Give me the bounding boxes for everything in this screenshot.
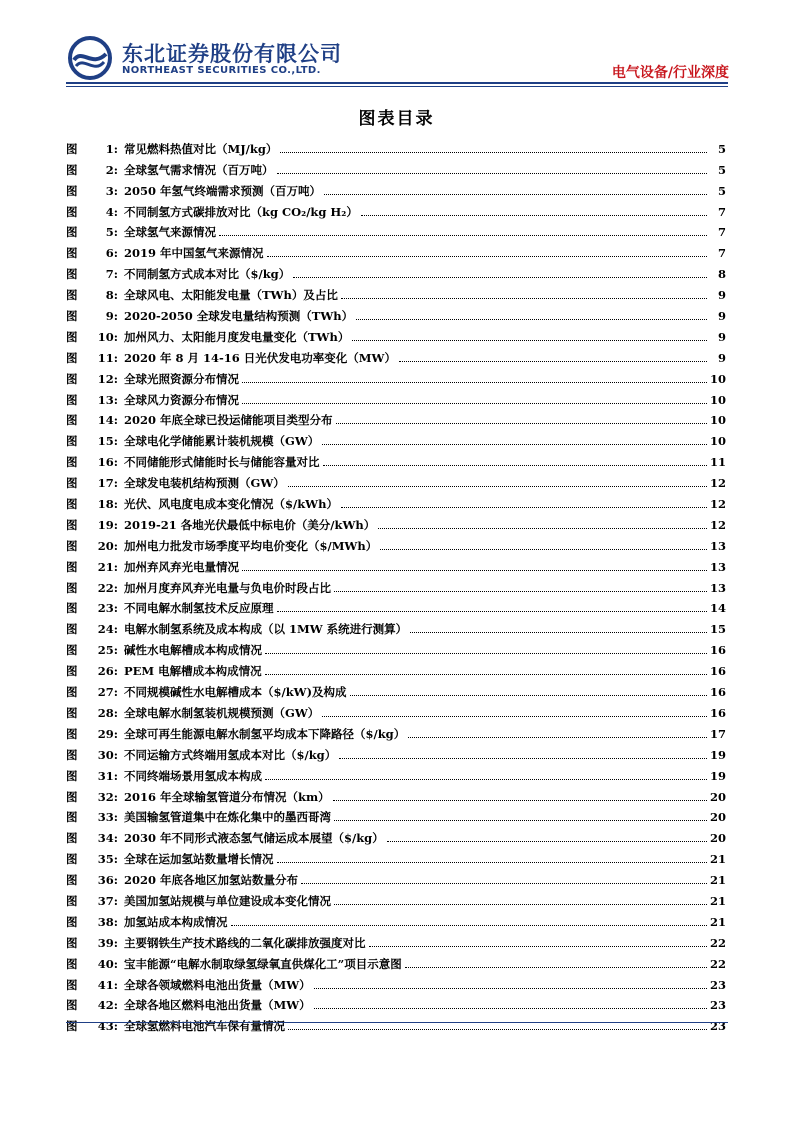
figure-number: 34: bbox=[97, 831, 118, 846]
figure-title: 电解水制氢系统及成本构成（以 1MW 系统进行测算） bbox=[124, 622, 408, 637]
figure-number: 10: bbox=[97, 329, 118, 344]
page-number: 21 bbox=[710, 914, 727, 929]
figure-title: 2016 年全球输氢管道分布情况（km） bbox=[124, 789, 330, 804]
page-number: 13 bbox=[710, 559, 727, 574]
toc-entry[interactable] bbox=[66, 887, 726, 908]
page-number: 9 bbox=[717, 309, 726, 324]
dot-leader bbox=[293, 277, 707, 278]
figure-label: 图 bbox=[66, 162, 78, 177]
dot-leader bbox=[322, 444, 707, 445]
figure-title: 不同终端场景用氢成本构成 bbox=[124, 768, 262, 783]
dot-leader bbox=[387, 841, 707, 842]
company-name-en: NORTHEAST SECURITIES CO.,LTD. bbox=[122, 65, 321, 76]
dot-leader bbox=[380, 549, 707, 550]
page-number: 16 bbox=[710, 685, 727, 700]
page-number: 19 bbox=[710, 768, 727, 783]
figure-label: 图 bbox=[66, 935, 78, 950]
page-number: 9 bbox=[717, 288, 726, 303]
figure-title: 不同电解水制氢技术反应原理 bbox=[124, 601, 274, 616]
figure-number: 24: bbox=[97, 622, 118, 637]
figure-label: 图 bbox=[66, 559, 78, 574]
dot-leader bbox=[356, 319, 707, 320]
figure-label: 图 bbox=[66, 998, 78, 1013]
page-header bbox=[0, 0, 793, 90]
figure-number: 36: bbox=[97, 873, 118, 888]
figure-title: 2020-2050 全球发电量结构预测（TWh） bbox=[124, 309, 354, 324]
toc-entry[interactable] bbox=[66, 386, 726, 407]
figure-number: 25: bbox=[97, 643, 118, 658]
dot-leader bbox=[265, 779, 707, 780]
figure-title: 全球氢气需求情况（百万吨） bbox=[124, 162, 274, 177]
dot-leader bbox=[314, 1008, 707, 1009]
page-number: 7 bbox=[717, 225, 726, 240]
toc-entry[interactable] bbox=[66, 365, 726, 386]
figure-label: 图 bbox=[66, 517, 78, 532]
toc-entry[interactable] bbox=[66, 198, 726, 219]
toc-entry[interactable] bbox=[66, 156, 726, 177]
figure-number: 41: bbox=[97, 977, 118, 992]
figure-label: 图 bbox=[66, 141, 78, 156]
figure-number: 8: bbox=[105, 288, 118, 303]
toc-entry[interactable] bbox=[66, 177, 726, 198]
toc-entry[interactable] bbox=[66, 720, 726, 741]
figure-label: 图 bbox=[66, 977, 78, 992]
figure-number: 18: bbox=[97, 497, 118, 512]
toc-entry[interactable] bbox=[66, 762, 726, 783]
toc-entry[interactable] bbox=[66, 971, 726, 992]
figure-label: 图 bbox=[66, 726, 78, 741]
page-number: 5 bbox=[717, 183, 726, 198]
figure-label: 图 bbox=[66, 538, 78, 553]
figure-label: 图 bbox=[66, 831, 78, 846]
figure-label: 图 bbox=[66, 413, 78, 428]
toc-entry[interactable] bbox=[66, 302, 726, 323]
page-number: 16 bbox=[710, 705, 727, 720]
dot-leader bbox=[341, 298, 707, 299]
figure-number: 1: bbox=[105, 141, 118, 156]
toc-entry[interactable] bbox=[66, 699, 726, 720]
toc-entry[interactable] bbox=[66, 804, 726, 825]
figure-title: 加州月度弃风弃光电量与负电价时段占比 bbox=[124, 580, 331, 595]
page-number: 19 bbox=[710, 747, 727, 762]
figure-label: 图 bbox=[66, 685, 78, 700]
figure-label: 图 bbox=[66, 643, 78, 658]
dot-leader bbox=[265, 674, 707, 675]
page-number: 10 bbox=[710, 434, 727, 449]
figure-title: 2020 年 8 月 14-16 日光伏发电功率变化（MW） bbox=[124, 350, 396, 365]
figure-title: 2019-21 各地光伏最低中标电价（美分/kWh） bbox=[124, 517, 376, 532]
toc-entry[interactable] bbox=[66, 574, 726, 595]
toc-entry[interactable] bbox=[66, 824, 726, 845]
figure-title: 2019 年中国氢气来源情况 bbox=[124, 246, 264, 261]
footer-rule bbox=[66, 1022, 728, 1023]
dot-leader bbox=[277, 173, 708, 174]
dot-leader bbox=[219, 235, 707, 236]
figure-title: 全球光照资源分布情况 bbox=[124, 371, 239, 386]
figure-number: 32: bbox=[97, 789, 118, 804]
figure-number: 35: bbox=[97, 852, 118, 867]
dot-leader bbox=[242, 570, 707, 571]
figure-title: 不同运输方式终端用氢成本对比（$/kg） bbox=[124, 747, 337, 762]
dot-leader bbox=[323, 465, 708, 466]
toc-list bbox=[66, 135, 726, 1033]
figure-number: 4: bbox=[105, 204, 118, 219]
page-number: 20 bbox=[710, 789, 727, 804]
toc-entry[interactable] bbox=[66, 344, 726, 365]
figure-title: 全球各地区燃料电池出货量（MW） bbox=[124, 998, 311, 1013]
figure-label: 图 bbox=[66, 789, 78, 804]
dot-leader bbox=[369, 946, 708, 947]
dot-leader bbox=[361, 215, 707, 216]
toc-entry[interactable] bbox=[66, 553, 726, 574]
toc-entry[interactable] bbox=[66, 135, 726, 156]
figure-label: 图 bbox=[66, 810, 78, 825]
toc-entry[interactable] bbox=[66, 239, 726, 260]
figure-title: 常见燃料热值对比（MJ/kg） bbox=[124, 141, 278, 156]
page-number: 16 bbox=[710, 643, 727, 658]
report-type: 电气设备/行业深度 bbox=[611, 65, 729, 81]
figure-number: 30: bbox=[97, 747, 118, 762]
dot-leader bbox=[352, 340, 707, 341]
toc-entry[interactable] bbox=[66, 511, 726, 532]
figure-title: 全球电化学储能累计装机规模（GW） bbox=[124, 434, 320, 449]
figure-label: 图 bbox=[66, 309, 78, 324]
page-number: 10 bbox=[710, 413, 727, 428]
dot-leader bbox=[334, 904, 707, 905]
page-number: 23 bbox=[710, 1019, 727, 1034]
dot-leader bbox=[301, 883, 707, 884]
figure-number: 43: bbox=[97, 1019, 118, 1034]
dot-leader bbox=[408, 737, 707, 738]
figure-title: 全球风力资源分布情况 bbox=[124, 392, 239, 407]
dot-leader bbox=[277, 862, 708, 863]
figure-title: 2050 年氢气终端需求预测（百万吨） bbox=[124, 183, 322, 198]
figure-title: 宝丰能源“电解水制取绿氢绿氧直供煤化工”项目示意图 bbox=[124, 956, 402, 971]
figure-title: PEM 电解槽成本构成情况 bbox=[124, 664, 262, 679]
dot-leader bbox=[336, 423, 707, 424]
toc-entry[interactable] bbox=[66, 950, 726, 971]
figure-number: 16: bbox=[97, 455, 118, 470]
page-number: 20 bbox=[710, 810, 727, 825]
toc-entry[interactable] bbox=[66, 783, 726, 804]
dot-leader bbox=[288, 486, 707, 487]
toc-entry[interactable] bbox=[66, 929, 726, 950]
figure-number: 23: bbox=[97, 601, 118, 616]
figure-number: 26: bbox=[97, 664, 118, 679]
figure-label: 图 bbox=[66, 267, 78, 282]
figure-number: 17: bbox=[97, 476, 118, 491]
page-number: 21 bbox=[710, 852, 727, 867]
figure-label: 图 bbox=[66, 852, 78, 867]
page-number: 5 bbox=[717, 141, 726, 156]
toc-entry[interactable] bbox=[66, 427, 726, 448]
figure-number: 5: bbox=[105, 225, 118, 240]
figure-label: 图 bbox=[66, 392, 78, 407]
figure-label: 图 bbox=[66, 204, 78, 219]
dot-leader bbox=[267, 256, 707, 257]
dot-leader bbox=[242, 382, 707, 383]
figure-title: 全球可再生能源电解水制氢平均成本下降路径（$/kg） bbox=[124, 726, 406, 741]
dot-leader bbox=[378, 528, 707, 529]
figure-label: 图 bbox=[66, 705, 78, 720]
figure-title: 美国输氢管道集中在炼化集中的墨西哥湾 bbox=[124, 810, 331, 825]
dot-leader bbox=[277, 611, 708, 612]
figure-number: 22: bbox=[97, 580, 118, 595]
figure-label: 图 bbox=[66, 329, 78, 344]
toc-entry[interactable] bbox=[66, 532, 726, 553]
dot-leader bbox=[334, 820, 707, 821]
toc-entry[interactable] bbox=[66, 260, 726, 281]
figure-title: 2020 年底全球已投运储能项目类型分布 bbox=[124, 413, 333, 428]
figure-label: 图 bbox=[66, 455, 78, 470]
figure-number: 14: bbox=[97, 413, 118, 428]
figure-label: 图 bbox=[66, 246, 78, 261]
figure-title: 全球电解水制氢装机规模预测（GW） bbox=[124, 705, 320, 720]
dot-leader bbox=[339, 758, 707, 759]
page-number: 7 bbox=[717, 246, 726, 261]
toc-entry[interactable] bbox=[66, 323, 726, 344]
toc-entry[interactable] bbox=[66, 219, 726, 240]
company-logo-icon bbox=[68, 36, 112, 80]
figure-number: 11: bbox=[97, 350, 118, 365]
dot-leader bbox=[314, 988, 707, 989]
page-number: 7 bbox=[717, 204, 726, 219]
figure-number: 19: bbox=[97, 517, 118, 532]
page-number: 10 bbox=[710, 392, 727, 407]
page-number: 5 bbox=[717, 162, 726, 177]
dot-leader bbox=[231, 925, 708, 926]
figure-label: 图 bbox=[66, 956, 78, 971]
toc-entry[interactable] bbox=[66, 595, 726, 616]
figure-number: 12: bbox=[97, 371, 118, 386]
figure-number: 2: bbox=[105, 162, 118, 177]
figure-number: 38: bbox=[97, 914, 118, 929]
figure-number: 31: bbox=[97, 768, 118, 783]
toc-entry[interactable] bbox=[66, 615, 726, 636]
dot-leader bbox=[341, 507, 707, 508]
figure-number: 13: bbox=[97, 392, 118, 407]
figure-title: 不同制氢方式成本对比（$/kg） bbox=[124, 267, 291, 282]
toc-entry[interactable] bbox=[66, 281, 726, 302]
figure-title: 不同制氢方式碳排放对比（kg CO₂/kg H₂） bbox=[124, 204, 358, 219]
figure-number: 27: bbox=[97, 685, 118, 700]
page-number: 11 bbox=[710, 455, 727, 470]
figure-label: 图 bbox=[66, 371, 78, 386]
figure-number: 9: bbox=[105, 309, 118, 324]
page-number: 8 bbox=[717, 267, 726, 282]
dot-leader bbox=[350, 695, 707, 696]
page-number: 10 bbox=[710, 371, 727, 386]
figure-number: 42: bbox=[97, 998, 118, 1013]
dot-leader bbox=[265, 653, 707, 654]
toc-entry[interactable] bbox=[66, 407, 726, 428]
figure-title: 不同规模碱性水电解槽成本（$/kW)及构成 bbox=[124, 685, 347, 700]
figure-number: 20: bbox=[97, 538, 118, 553]
dot-leader bbox=[280, 152, 707, 153]
figure-label: 图 bbox=[66, 1019, 78, 1034]
figure-title: 主要钢铁生产技术路线的二氧化碳排放强度对比 bbox=[124, 935, 366, 950]
figure-label: 图 bbox=[66, 225, 78, 240]
figure-number: 21: bbox=[97, 559, 118, 574]
figure-number: 40: bbox=[97, 956, 118, 971]
page-number: 15 bbox=[710, 622, 727, 637]
figure-number: 29: bbox=[97, 726, 118, 741]
toc-entry[interactable] bbox=[66, 908, 726, 929]
figure-number: 37: bbox=[97, 893, 118, 908]
header-rule bbox=[66, 82, 728, 84]
page-number: 17 bbox=[710, 726, 727, 741]
figure-title: 光伏、风电度电成本变化情况（$/kWh） bbox=[124, 497, 338, 512]
figure-label: 图 bbox=[66, 183, 78, 198]
header-rule-thin bbox=[66, 86, 728, 87]
figure-label: 图 bbox=[66, 434, 78, 449]
figure-label: 图 bbox=[66, 350, 78, 365]
dot-leader bbox=[324, 194, 707, 195]
company-name-cn: 东北证券股份有限公司 bbox=[122, 42, 342, 66]
page-number: 23 bbox=[710, 998, 727, 1013]
figure-title: 全球氢燃料电池汽车保有量情况 bbox=[124, 1019, 285, 1034]
figure-title: 全球在运加氢站数量增长情况 bbox=[124, 852, 274, 867]
toc-entry[interactable] bbox=[66, 992, 726, 1013]
toc-title: 图表目录 bbox=[358, 109, 435, 129]
figure-title: 全球氢气来源情况 bbox=[124, 225, 216, 240]
page-number: 22 bbox=[710, 956, 727, 971]
page-number: 13 bbox=[710, 580, 727, 595]
page-number: 22 bbox=[710, 935, 727, 950]
figure-label: 图 bbox=[66, 288, 78, 303]
figure-title: 加氢站成本构成情况 bbox=[124, 914, 228, 929]
toc-entry[interactable] bbox=[66, 636, 726, 657]
figure-number: 28: bbox=[97, 705, 118, 720]
figure-label: 图 bbox=[66, 476, 78, 491]
figure-label: 图 bbox=[66, 893, 78, 908]
figure-title: 不同储能形式储能时长与储能容量对比 bbox=[124, 455, 320, 470]
figure-label: 图 bbox=[66, 664, 78, 679]
figure-number: 15: bbox=[97, 434, 118, 449]
page-number: 13 bbox=[710, 538, 727, 553]
toc-entry[interactable] bbox=[66, 845, 726, 866]
figure-label: 图 bbox=[66, 601, 78, 616]
toc-entry[interactable] bbox=[66, 490, 726, 511]
figure-title: 碱性水电解槽成本构成情况 bbox=[124, 643, 262, 658]
figure-number: 3: bbox=[105, 183, 118, 198]
figure-title: 全球各领域燃料电池出货量（MW） bbox=[124, 977, 311, 992]
figure-title: 加州弃风弃光电量情况 bbox=[124, 559, 239, 574]
figure-label: 图 bbox=[66, 747, 78, 762]
page-number: 21 bbox=[710, 893, 727, 908]
toc-entry[interactable] bbox=[66, 657, 726, 678]
page-number: 21 bbox=[710, 873, 727, 888]
figure-number: 33: bbox=[97, 810, 118, 825]
dot-leader bbox=[288, 1029, 707, 1030]
figure-label: 图 bbox=[66, 768, 78, 783]
dot-leader bbox=[242, 403, 707, 404]
toc-entry[interactable] bbox=[66, 448, 726, 469]
toc-entry[interactable] bbox=[66, 866, 726, 887]
figure-title: 加州电力批发市场季度平均电价变化（$/MWh） bbox=[124, 538, 378, 553]
toc-entry[interactable] bbox=[66, 741, 726, 762]
dot-leader bbox=[405, 967, 707, 968]
page-number: 9 bbox=[717, 329, 726, 344]
figure-label: 图 bbox=[66, 873, 78, 888]
figure-number: 6: bbox=[105, 246, 118, 261]
figure-label: 图 bbox=[66, 497, 78, 512]
figure-title: 全球风电、太阳能发电量（TWh）及占比 bbox=[124, 288, 338, 303]
page-number: 12 bbox=[710, 517, 727, 532]
dot-leader bbox=[334, 591, 707, 592]
toc-entry[interactable] bbox=[66, 678, 726, 699]
figure-title: 美国加氢站规模与单位建设成本变化情况 bbox=[124, 893, 331, 908]
page-number: 20 bbox=[710, 831, 727, 846]
figure-number: 39: bbox=[97, 935, 118, 950]
page-number: 12 bbox=[710, 476, 727, 491]
figure-title: 2030 年不同形式液态氢气储运成本展望（$/kg） bbox=[124, 831, 384, 846]
dot-leader bbox=[333, 800, 707, 801]
page-number: 9 bbox=[717, 350, 726, 365]
page-number: 16 bbox=[710, 664, 727, 679]
dot-leader bbox=[410, 632, 707, 633]
figure-number: 7: bbox=[105, 267, 118, 282]
figure-title: 2020 年底各地区加氢站数量分布 bbox=[124, 873, 299, 888]
dot-leader bbox=[399, 361, 707, 362]
figure-label: 图 bbox=[66, 622, 78, 637]
figure-label: 图 bbox=[66, 580, 78, 595]
figure-label: 图 bbox=[66, 914, 78, 929]
page-number: 14 bbox=[710, 601, 727, 616]
page-number: 23 bbox=[710, 977, 727, 992]
toc-entry[interactable] bbox=[66, 469, 726, 490]
figure-title: 加州风力、太阳能月度发电量变化（TWh） bbox=[124, 329, 350, 344]
dot-leader bbox=[322, 716, 707, 717]
figure-title: 全球发电装机结构预测（GW） bbox=[124, 476, 285, 491]
page-number: 12 bbox=[710, 497, 727, 512]
